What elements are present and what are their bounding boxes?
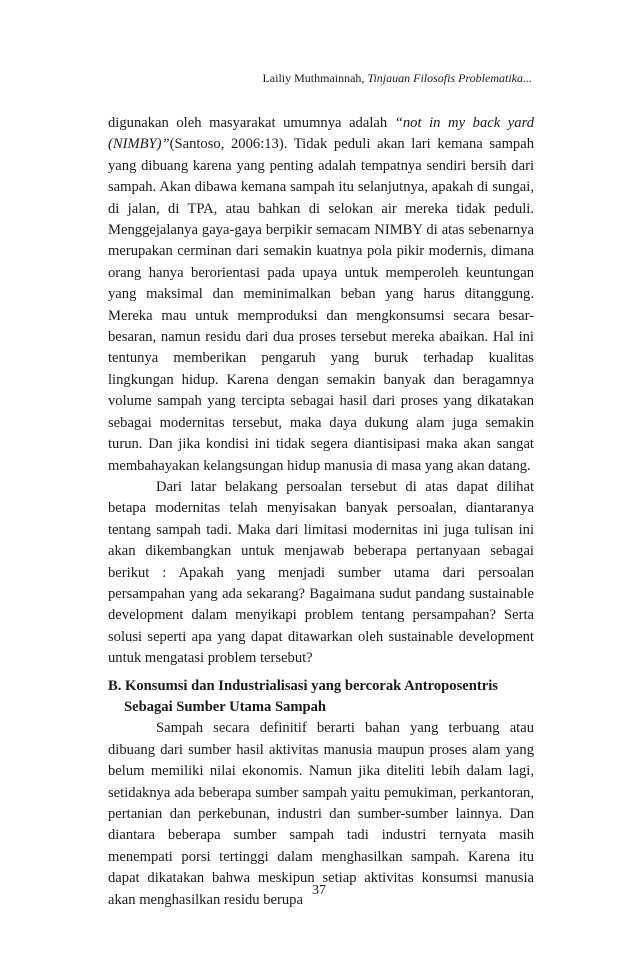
page-body: [108, 113, 534, 911]
section-heading: B. Konsumsi dan Industrialisasi yang bercorak Antroposentris Sebagai Sumber Utama Sampah: [108, 677, 498, 715]
paragraph-3: Sampah secara definitif berarti bahan yang terbuang atau dibuang dari sumber hasil aktivitas manusia maupun proses alam yang belum memiliki nilai ekonomis. Namun jika diteliti lebih dalam lagi, setidaknya ada beberapa sumber sampah yaitu pemukiman, perkantoran, pertanian dan perkebunan, industri dan sumber-sumber lainnya. Dan diantara beberapa sumber sampah tadi industri ternyata masih menempati porsi tertinggi dalam menghasilkan sampah. Karena itu dapat dikatakan bahwa meskipun setiap aktivitas konsumsi manusia akan menghasilkan residu berupa: [108, 720, 534, 908]
paragraph-1-quote: “not in my back yard (NIMBY)”: [108, 115, 535, 153]
paragraph-1: [108, 113, 534, 477]
header-title: Tinjauan Filosofis Problematika...: [367, 71, 532, 85]
running-header: [108, 71, 532, 85]
header-author: Lailiy Muthmainnah,: [262, 71, 368, 85]
paragraph-1-rest: (Santoso, 2006:13). Tidak peduli akan lari kemana sampah yang dibuang karena yang penting adalah tempatnya sendiri bersih dari sampah. Akan dibawa kemana sampah itu selanjutnya, apakah di sungai, di jalan, di TPA, atau bahkan di selokan air mereka tidak peduli. Menggejalanya gaya-gaya berpikir semacam NIMBY di atas sebenarnya merupakan cerminan dari semakin kuatnya pola pikir modernis, dimana orang hanya berorientasi pada upaya untuk memperoleh keuntungan yang maksimal dan meminimalkan beban yang harus ditanggung. Mereka mau untuk memproduksi dan mengkonsumsi secara besar-besaran, namun residu dari dua proses tersebut mereka abaikan. Hal ini tentunya memberikan pengaruh yang buruk terhadap kualitas lingkungan hidup. Karena dengan semakin banyak dan beragamnya volume sampah yang tercipta sebagai hasil dari proses yang dikatakan sebagai modernitas tersebut, maka daya dukung alam juga semakin turun. Dan jika kondisi ini tidak segera diantisipasi maka akan sangat membahayakan kelangsungan hidup manusia di masa yang akan datang.: [108, 136, 534, 474]
paragraph-1-intro: digunakan oleh masyarakat umumnya adalah: [108, 115, 395, 131]
paragraph-2: Dari latar belakang persoalan tersebut di atas dapat dilihat betapa modernitas telah menyisakan banyak persoalan, diantaranya tentang sampah tadi. Maka dari limitasi modernitas ini juga tulisan ini akan dikembangkan untuk menjawab beberapa pertanyaan sebagai berikut : Apakah yang menjadi sumber utama dari persoalan persampahan yang ada sekarang? Bagaimana sudut pandang sustainable development dalam menyikapi problem tentang persampahan? Serta solusi seperti apa yang dapat ditawarkan oleh sustainable development untuk mengatasi problem tersebut?: [108, 478, 534, 667]
page-number: 37: [312, 883, 326, 898]
